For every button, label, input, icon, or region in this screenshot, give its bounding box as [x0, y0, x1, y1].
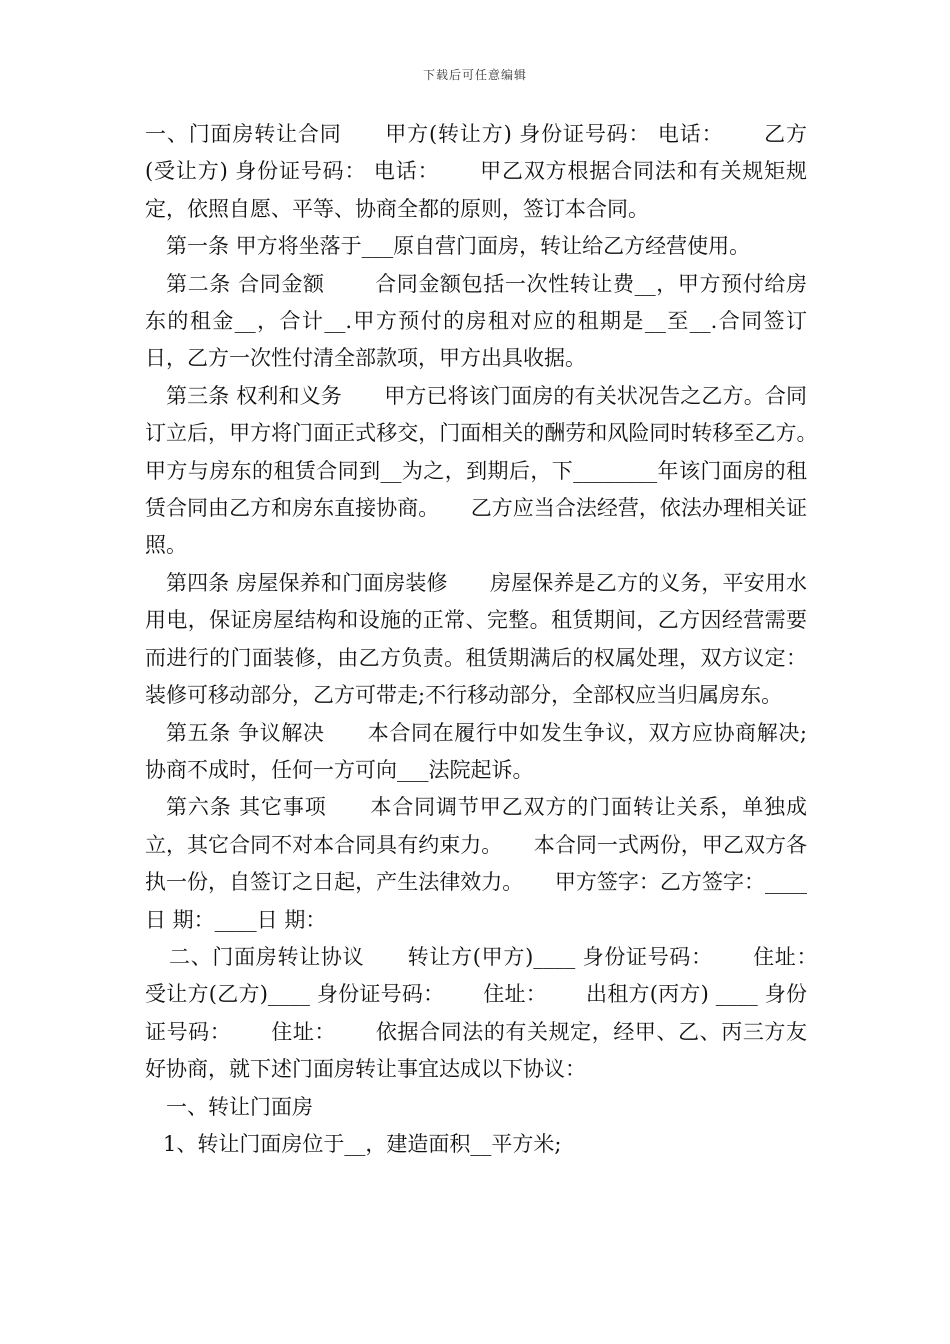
article-3-paragraph: 第三条 权利和义务 甲方已将该门面房的有关状况告之乙方。合同订立后，甲方将门面正式移交，门面相关的酬劳和风险同时转移至乙方。 甲方与房东的租赁合同到__为之，到期后，下________年该门面房的租赁合同由乙方和房东直接协商。 乙方应当合法经营，依法办理相关证照。	[145, 383, 849, 558]
contract-intro-paragraph: 一、门面房转让合同 甲方(转让方) 身份证号码： 电话： 乙方(受让方) 身份证号码： 电话： 甲乙双方根据合同法和有关规矩规定，依照自愿、平等、协商全都的原则，签订本合同。	[145, 122, 807, 221]
article-4-paragraph: 第四条 房屋保养和门面房装修 房屋保养是乙方的义务，平安用水用电，保证房屋结构和设施的正常、完整。租赁期间，乙方因经营需要而进行的门面装修，由乙方负责。租赁期满后的权属处理，双方议定：装修可移动部分，乙方可带走;不行移动部分，全部权应当归属房东。	[145, 570, 807, 708]
transfer-agreement-paragraph: 二、门面房转让协议 转让方(甲方)____ 身份证号码： 住址： 受让方(乙方)____ 身份证号码： 住址： 出租方(丙方) ____ 身份证号码： 住址： 依据合同法的有关规定，经甲、乙、丙三方友好协商，就下述门面房转让事宜达成以下协议：	[145, 944, 856, 1082]
page-header-note: 下载后可任意编辑	[422, 68, 527, 82]
article-1-paragraph: 第一条 甲方将坐落于___原自营门面房，转让给乙方经营使用。	[166, 234, 751, 259]
article-2-paragraph: 第二条 合同金额 合同金额包括一次性转让费__，甲方预付给房东的租金__，合计__.甲方预付的房租对应的租期是__至__.合同签订日，乙方一次性付清全部款项，甲方出具收据。	[145, 271, 807, 371]
section-heading-transfer-storefront: 一、转让门面房	[166, 1094, 313, 1119]
document-body	[145, 116, 856, 1163]
article-5-paragraph: 第五条 争议解决 本合同在履行中如发生争议，双方应协商解决;协商不成时，任何一方可向___法院起诉。	[145, 720, 807, 782]
article-6-paragraph: 第六条 其它事项 本合同调节甲乙双方的门面转让关系，单独成立，其它合同不对本合同具有约束力。 本合同一式两份，甲乙双方各执一份，自签订之日起，产生法律效力。 甲方签字：乙方签字：____日 期：____日 期：	[145, 795, 807, 932]
item-1-paragraph: 1、转让门面房位于__，建造面积__平方米;	[163, 1131, 562, 1156]
